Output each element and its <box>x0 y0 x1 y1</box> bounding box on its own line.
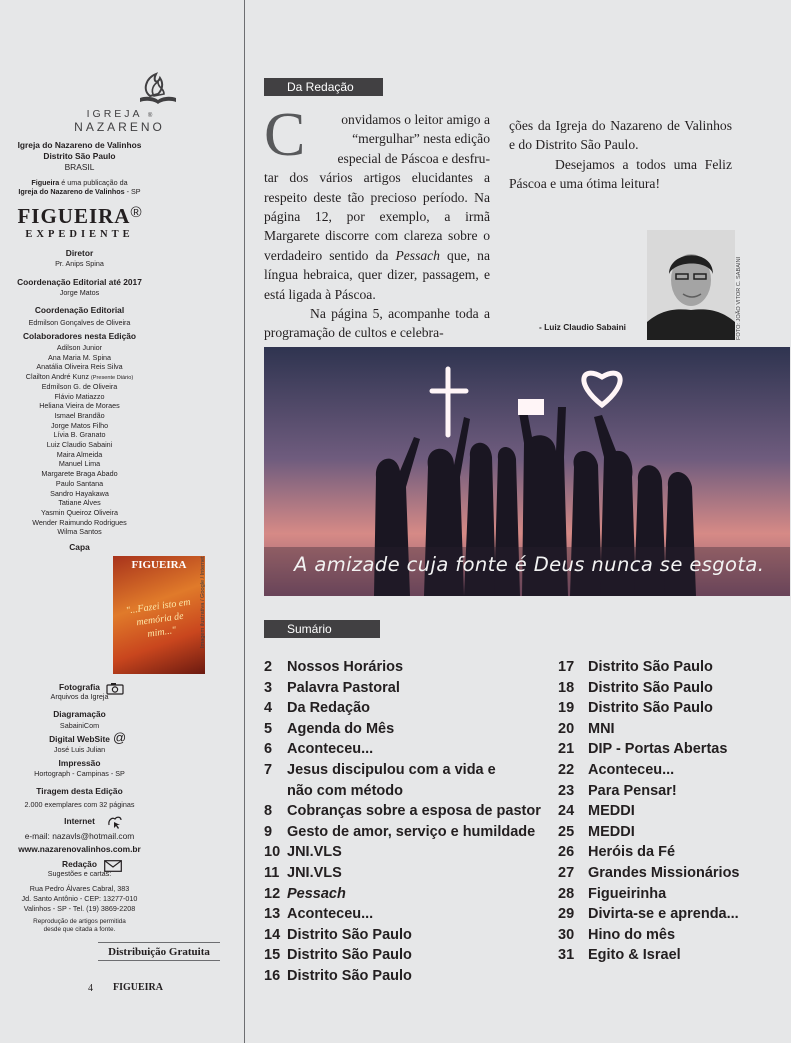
toc-title: JNI.VLS <box>287 844 342 861</box>
toc-entry[interactable] <box>558 904 783 925</box>
colaborador-name: Luiz Claudio Sabaini <box>46 440 113 449</box>
toc-page-number: 10 <box>264 844 281 861</box>
toc-entry[interactable] <box>558 760 783 781</box>
toc-page-number: 11 <box>264 864 280 881</box>
cover-thumbnail <box>113 556 205 674</box>
toc-page-number: 15 <box>264 947 281 964</box>
masthead-title: FIGUEIRA <box>17 204 131 228</box>
toc-entry[interactable] <box>264 719 554 740</box>
hero-caption: A amizade cuja fonte é Deus nunca se esgota. <box>294 553 765 576</box>
fotografia-value: Arquivos da Igreja <box>50 692 109 701</box>
colaborador-name: Flávio Matiazzo <box>54 391 105 401</box>
toc-title: Distrito São Paulo <box>287 967 412 984</box>
toc-entry[interactable] <box>264 801 554 822</box>
church-country: BRASIL <box>64 162 95 172</box>
toc-entry[interactable] <box>558 801 783 822</box>
drop-cap: C <box>264 101 306 169</box>
toc-title: Cobranças sobre a esposa de pastor <box>287 803 541 820</box>
logo-line-igreja: IGREJA <box>86 108 142 120</box>
church-name: Igreja do Nazareno de Valinhos <box>17 140 142 150</box>
address-line-1: Rua Pedro Álvares Cabral, 383 <box>29 884 130 893</box>
toc-entry[interactable] <box>558 945 783 966</box>
cover-title: FIGUEIRA <box>131 559 187 571</box>
redacao-sub: Sugestões e cartas: <box>47 869 112 878</box>
toc-entry[interactable] <box>264 884 554 905</box>
impressao-value: Hortograph - Campinas - SP <box>34 769 125 778</box>
toc-page-number: 19 <box>558 700 575 717</box>
redacao-label: Redação <box>62 859 97 869</box>
toc-title: MEDDI <box>588 823 635 840</box>
toc-page-number: 2 <box>264 659 273 675</box>
toc-title: Aconteceu... <box>588 761 675 778</box>
toc-title: Agenda do Mês <box>287 720 395 737</box>
tiragem-value: 2.000 exemplares com 32 páginas <box>24 800 135 809</box>
colaborador-name: Margarete Braga Abado <box>41 469 118 479</box>
toc-title: Gesto de amor, serviço e humildade <box>287 823 536 840</box>
toc-entry[interactable] <box>264 760 554 781</box>
toc-entry[interactable] <box>264 925 554 946</box>
website-value: José Luis Julian <box>53 745 106 754</box>
toc-title: Egito & Israel <box>588 947 681 964</box>
toc-title: Jesus discipulou com a vida e <box>287 761 496 778</box>
toc-page-number: 27 <box>558 864 575 881</box>
editorial-column-1 <box>264 101 490 343</box>
toc-entry[interactable] <box>264 904 554 925</box>
address-line-3: Valinhos - SP - Tel. (19) 3869-2208 <box>23 904 136 913</box>
publication-line-2: Igreja do Nazareno de Valinhos - SP <box>18 187 141 196</box>
internet-label: Internet <box>64 816 95 826</box>
coord-label: Coordenação Editorial <box>34 305 125 315</box>
hero-image <box>264 347 790 596</box>
at-sign-icon: @ <box>113 730 127 745</box>
toc-title: Distrito São Paulo <box>588 700 713 717</box>
editorial-line-3: especial de Páscoa e desfru- <box>337 150 490 166</box>
toc-title: Distrito São Paulo <box>287 926 412 943</box>
editorial-paragraph-4: Desejamos a todos uma Feliz Páscoa e uma ótima leitura! <box>509 156 732 192</box>
diagramacao-label: Diagramação <box>53 709 106 719</box>
toc-page-number: 20 <box>558 720 575 737</box>
toc-entry[interactable] <box>558 863 783 884</box>
logo-reg-mark: ® <box>147 113 153 119</box>
distribuicao-gratuita: Distribuição Gratuita <box>98 942 220 961</box>
colaborador-name: Tatiane Alves <box>58 498 101 508</box>
colaborador-name: Manuel Lima <box>58 459 101 469</box>
page-number: 4 <box>88 983 93 994</box>
diretor-name: Pr. Anips Spina <box>55 259 104 268</box>
toc-page-number: 29 <box>558 906 575 923</box>
toc-entry[interactable] <box>264 966 554 987</box>
toc-title: Grandes Missionários <box>588 864 740 881</box>
colaborador-name: Ana Maria M. Spina <box>47 352 112 362</box>
website-link[interactable]: www.nazarenovalinhos.com.br <box>18 844 141 854</box>
colab-label: Colaboradores nesta Edição <box>22 331 137 341</box>
cover-credit: Imagem ilustrativa / Google / Internet <box>200 556 206 648</box>
toc-entry[interactable] <box>264 863 554 884</box>
toc-page-number: 26 <box>558 844 575 861</box>
colaborador-name: Ismael Brandão <box>54 410 105 420</box>
toc-entry[interactable] <box>558 884 783 905</box>
toc-title: Da Redação <box>287 700 371 717</box>
toc-entry[interactable] <box>558 698 783 719</box>
toc-title: Distrito São Paulo <box>588 659 713 675</box>
colaborador-name: Lívia B. Granato <box>53 430 106 440</box>
colaborador-name: Clailton André Kunz (Presente Diário) <box>25 372 134 382</box>
cover-quote: "...Fazei isto em memória de mim..." <box>125 596 192 640</box>
toc-title: Divirta-se e aprenda... <box>588 906 739 923</box>
toc-entry[interactable] <box>558 678 783 699</box>
colaborador-name: Adilson Junior <box>56 343 103 352</box>
email-link[interactable]: e-mail: nazavls@hotmail.com <box>24 831 135 841</box>
toc-page-number: 30 <box>558 926 575 943</box>
toc-title: não com método <box>287 782 404 799</box>
toc-title: Nossos Horários <box>287 659 404 675</box>
toc-page-number: 17 <box>558 659 575 675</box>
author-photo <box>647 230 735 340</box>
toc-title: Aconteceu... <box>287 906 374 923</box>
toc-page-number: 9 <box>264 823 273 840</box>
photo-credit: FOTO: JOÃO VITOR C. SABAINI <box>736 256 742 340</box>
nazarene-flame-logo-icon <box>128 68 188 110</box>
colaborador-name: Jorge Matos Filho <box>50 420 109 430</box>
colaborador-name: Paulo Santana <box>55 478 104 488</box>
toc-title: Pessach <box>287 885 346 902</box>
diagramacao-value: SabainiCom <box>59 721 100 730</box>
page-footer-title: FIGUEIRA <box>113 982 164 993</box>
toc-title: MEDDI <box>588 803 635 820</box>
toc-page-number: 22 <box>558 761 575 778</box>
toc-page-number: 8 <box>264 803 273 820</box>
toc-title: Hino do mês <box>588 926 676 943</box>
editorial-line-1: onvidamos o leitor amigo a <box>341 112 490 127</box>
toc-page-number: 14 <box>264 926 281 943</box>
toc-entry[interactable] <box>558 925 783 946</box>
toc-page-number: 25 <box>558 823 575 840</box>
toc-entry[interactable] <box>558 822 783 843</box>
toc-entry[interactable] <box>558 781 783 802</box>
toc-title: Palavra Pastoral <box>287 679 400 696</box>
toc-entry[interactable] <box>264 822 554 843</box>
colaborador-name: Wender Raimundo Rodrigues <box>32 517 127 527</box>
toc-title: Distrito São Paulo <box>588 679 713 696</box>
colaborador-note: (Presente Diário) <box>90 375 134 382</box>
toc-entry[interactable] <box>264 945 554 966</box>
colaborador-name: Heliana Vieira de Moraes <box>39 401 120 411</box>
toc-page-number: 6 <box>264 741 273 758</box>
toc-page-number: 3 <box>264 679 273 696</box>
reproduction-note-1: Reprodução de artigos permitida <box>33 918 126 925</box>
colaborador-name: Maira Almeida <box>56 449 103 459</box>
section-header-sumario: Sumário <box>264 620 380 638</box>
toc-entry[interactable] <box>264 657 554 678</box>
toc-entry[interactable] <box>264 842 554 863</box>
toc-title: MNI <box>588 720 615 737</box>
coord-ate-name: Jorge Matos <box>59 288 100 297</box>
toc-title: Aconteceu... <box>287 741 374 758</box>
diretor-label: Diretor <box>65 248 94 258</box>
website-label: Digital WebSite <box>49 734 110 744</box>
toc-page-number: 31 <box>558 947 575 964</box>
toc-entry[interactable] <box>264 781 554 802</box>
toc-page-number: 24 <box>558 803 575 820</box>
toc-entry[interactable] <box>558 719 783 740</box>
impressao-label: Impressão <box>58 758 101 768</box>
toc-title: DIP - Portas Abertas <box>588 741 728 758</box>
toc-title: Distrito São Paulo <box>287 947 412 964</box>
address-line-2: Jd. Santo Antônio - CEP: 13277-010 <box>21 894 138 903</box>
colaborador-name: Wilma Santos <box>57 527 102 537</box>
toc-page-number: 5 <box>264 720 273 737</box>
toc-entry[interactable] <box>264 678 554 699</box>
toc-entry[interactable] <box>558 657 783 678</box>
tiragem-label: Tiragem desta Edição <box>36 786 123 796</box>
colaborador-name: Anatália Oliveira Reis Silva <box>36 362 123 372</box>
coord-ate-label: Coordenação Editorial até 2017 <box>17 277 142 287</box>
publication-line-1: Figueira é uma publicação da <box>31 178 128 187</box>
toc-page-number: 23 <box>558 782 575 799</box>
toc-page-number: 16 <box>264 967 281 984</box>
colaborador-name: Sandro Hayakawa <box>50 488 109 498</box>
toc-entry[interactable] <box>558 842 783 863</box>
author-signature: - Luiz Claudio Sabaini <box>539 322 627 332</box>
editorial-line-2: “mergulhar” nesta edição <box>352 131 490 147</box>
toc-entry[interactable] <box>264 739 554 760</box>
toc-title: Heróis da Fé <box>588 844 676 861</box>
toc-page-number: 21 <box>558 741 575 758</box>
toc-page-number: 28 <box>558 885 575 902</box>
table-of-contents-right <box>558 657 783 966</box>
church-district: Distrito São Paulo <box>43 151 116 161</box>
reproduction-note-2: desde que citada a fonte. <box>43 926 116 933</box>
toc-page-number: 12 <box>264 885 281 902</box>
table-of-contents-left <box>264 657 554 987</box>
editorial-paragraph-1: tar dos vários artigos elucidantes a respeito deste tão precioso período. Na página 12, por exemplo, a irmã Margarete discorre com clareza sobre o verdadeiro sentido da Pessach que, na língua hebraica, quer dizer, passagem, e está ligada à Páscoa. <box>264 170 490 302</box>
toc-page-number: 4 <box>264 700 273 717</box>
editorial-paragraph-2: Na página 5, acompanhe toda a programação de cultos e celebra- <box>264 306 490 341</box>
editorial-column-2 <box>509 116 732 194</box>
editorial-paragraph-3: ções da Igreja do Nazareno de Valinhos e do Distrito São Paulo. <box>509 118 732 153</box>
colaborador-name: Edmilson G. de Oliveira <box>41 381 118 391</box>
expediente-sidebar <box>0 0 245 1043</box>
capa-label: Capa <box>69 542 90 552</box>
toc-title: Figueirinha <box>588 885 667 902</box>
toc-title: Para Pensar! <box>588 782 677 799</box>
expediente-title: EXPEDIENTE <box>25 229 134 240</box>
logo-line-nazareno: NAZARENO <box>74 120 165 134</box>
masthead-reg: ® <box>130 204 142 221</box>
masthead <box>0 204 237 229</box>
toc-entry[interactable] <box>264 698 554 719</box>
colaborador-name: Yasmin Queiroz Oliveira <box>41 507 118 517</box>
toc-page-number: 7 <box>264 761 273 778</box>
toc-page-number: 13 <box>264 906 281 923</box>
section-header-redacao: Da Redação <box>264 78 383 96</box>
fotografia-label: Fotografia <box>59 682 100 692</box>
coord-name: Edmilson Gonçalves de Oliveira <box>28 318 131 327</box>
toc-title: JNI.VLS <box>287 864 342 881</box>
toc-entry[interactable] <box>558 739 783 760</box>
toc-page-number: 18 <box>558 679 575 696</box>
